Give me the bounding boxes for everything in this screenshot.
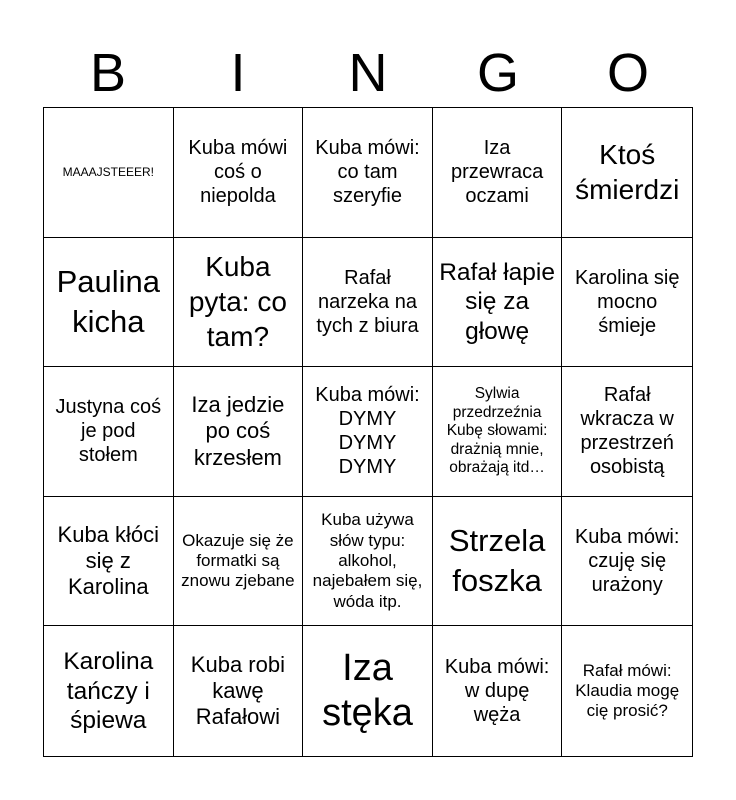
bingo-cell[interactable]: Sylwia przedrzeźnia Kubę słowami: drażnią mnie, obrażają itd…: [433, 367, 563, 497]
header-letter-i: I: [230, 43, 246, 103]
bingo-cell[interactable]: Rafał mówi: Klaudia mogę cię prosić?: [575, 660, 680, 721]
bingo-cell[interactable]: Iza jedzie po coś krzesłem: [174, 367, 304, 497]
bingo-cell[interactable]: Kuba używa słów typu: alkohol, najebałem się, wóda itp.: [303, 497, 433, 627]
bingo-cell[interactable]: Kuba mówi coś o niepolda: [174, 108, 304, 238]
bingo-cell[interactable]: Kuba mówi: czuję się urażony: [562, 497, 692, 627]
bingo-cell[interactable]: Kuba kłóci się z Karolina: [44, 497, 174, 627]
bingo-cell[interactable]: Kuba robi kawę Rafałowi: [174, 626, 304, 756]
bingo-cell[interactable]: Strzela foszka: [433, 497, 563, 627]
bingo-cell[interactable]: Rafał łapie się za głowę: [433, 238, 563, 368]
bingo-cell[interactable]: Kuba mówi: w dupę węża: [433, 626, 563, 756]
bingo-cell[interactable]: Karolina tańczy i śpiewa: [44, 626, 174, 756]
header-letter-n: N: [348, 43, 388, 103]
bingo-cell[interactable]: Paulina kicha: [44, 238, 174, 368]
bingo-cell[interactable]: Justyna coś je pod stołem: [44, 367, 174, 497]
bingo-header: [43, 40, 693, 106]
bingo-cell[interactable]: Kuba mówi: DYMY DYMY DYMY: [303, 367, 433, 497]
header-letter-g: G: [476, 43, 519, 103]
bingo-cell[interactable]: Rafał narzeka na tych z biura: [303, 238, 433, 368]
bingo-cell[interactable]: Iza stęka: [303, 626, 433, 756]
bingo-cell[interactable]: Okazuje się że formatki są znowu zjebane: [174, 497, 304, 627]
bingo-board: [43, 107, 693, 757]
bingo-cell[interactable]: Iza przewraca oczami: [433, 108, 563, 238]
header-letter-o: O: [606, 43, 649, 103]
bingo-cell[interactable]: MAAAJSTEEER!: [44, 108, 174, 238]
bingo-cell[interactable]: Ktoś śmierdzi: [562, 108, 692, 238]
header-letter-b: B: [89, 43, 127, 103]
bingo-cell[interactable]: Kuba mówi: co tam szeryfie: [303, 108, 433, 238]
bingo-cell[interactable]: Rafał wkracza w przestrzeń osobistą: [562, 367, 692, 497]
bingo-cell[interactable]: Karolina się mocno śmieje: [562, 238, 692, 368]
bingo-cell[interactable]: Kuba pyta: co tam?: [174, 238, 304, 368]
